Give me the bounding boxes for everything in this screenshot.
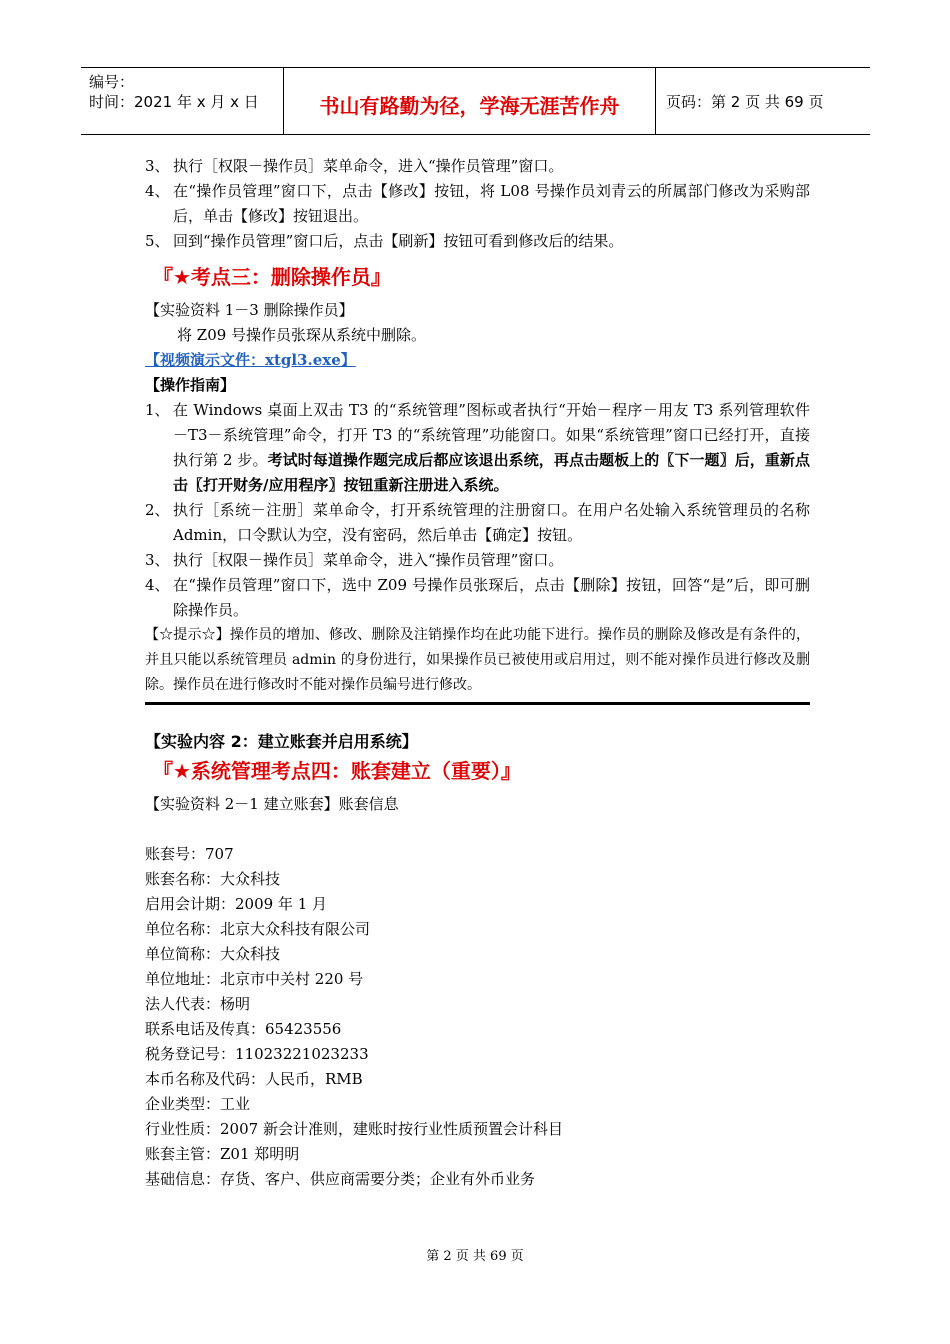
step-number: 4、 — [145, 576, 170, 594]
list-item — [145, 179, 810, 229]
account-field: 行业性质：2007 新会计准则，建账时按行业性质预置会计科目 — [145, 1120, 563, 1138]
step-number: 1、 — [145, 401, 170, 419]
step-text: 在“操作员管理”窗口下，点击【修改】按钮，将 L08 号操作员刘青云的所属部门修改为采购部后，单击【修改】按钮退出。 — [173, 182, 810, 225]
account-field: 单位简称：大众科技 — [145, 945, 281, 963]
step-text: 执行［系统－注册］菜单命令，打开系统管理的注册窗口。在用户名处输入系统管理员的名称 Admin，口令默认为空，没有密码，然后单击【确定】按钮。 — [173, 501, 810, 544]
header-page-number: 页码：第 2 页 共 69 页 — [666, 92, 824, 111]
list-item — [145, 398, 810, 498]
page-body — [145, 154, 810, 1192]
account-field: 企业类型：工业 — [145, 1095, 251, 1113]
step-number: 2、 — [145, 501, 170, 519]
step-number: 4、 — [145, 182, 170, 200]
step-text: 回到“操作员管理”窗口后，点击【刷新】按钮可看到修改后的结果。 — [173, 232, 624, 250]
step-number: 5、 — [145, 232, 170, 250]
account-field: 账套主管：Z01 郑明明 — [145, 1145, 300, 1163]
step-text-bold: 考试时每道操作题完成后都应该退出系统，再点击题板上的〖下一题〗后，重新点击〖打开财务/应用程序〗按钮重新注册进入系统。 — [173, 451, 810, 494]
list-item — [145, 154, 810, 179]
step-number: 3、 — [145, 157, 170, 175]
list-item — [145, 498, 810, 548]
video-demo-link[interactable]: 【视频演示文件：xtgl3.exe】 — [145, 351, 356, 369]
account-field: 法人代表：杨明 — [145, 995, 251, 1013]
section-divider — [145, 702, 810, 705]
account-field: 单位名称：北京大众科技有限公司 — [145, 920, 371, 938]
document-number-label: 编号： — [89, 73, 135, 91]
section2-material: 【实验资料 2－1 建立账套】账套信息 — [145, 795, 399, 813]
step-text: 执行［权限－操作员］菜单命令，进入“操作员管理”窗口。 — [173, 551, 564, 569]
point4-heading: 『★系统管理考点四：账套建立（重要）』 — [153, 759, 521, 783]
account-field: 基础信息：存货、客户、供应商需要分类；企业有外币业务 — [145, 1170, 536, 1188]
account-field: 本币名称及代码：人民币，RMB — [145, 1070, 363, 1088]
step-text: 在“操作员管理”窗口下，选中 Z09 号操作员张琛后，点击【删除】按钮，回答“是”后，即可删除操作员。 — [173, 576, 810, 619]
account-field: 启用会计期：2009 年 1 月 — [145, 895, 328, 913]
point3-material-desc: 将 Z09 号操作员张琛从系统中删除。 — [177, 326, 427, 344]
document-date: 时间：2021 年 x 月 x 日 — [89, 93, 259, 111]
header-motto: 书山有路勤为径，学海无涯苦作舟 — [284, 68, 656, 134]
header-meta — [81, 68, 284, 134]
point3-material: 【实验资料 1－3 删除操作员】 — [145, 301, 354, 319]
account-field: 单位地址：北京市中关村 220 号 — [145, 970, 364, 988]
list-item — [145, 229, 810, 254]
step-text — [173, 398, 810, 498]
guide-label: 【操作指南】 — [145, 376, 236, 394]
account-field: 税务登记号：11023221023233 — [145, 1045, 369, 1063]
page-footer: 第 2 页 共 69 页 — [426, 1249, 524, 1264]
point3-heading: 『★考点三：删除操作员』 — [153, 265, 391, 289]
tip-paragraph: 【☆提示☆】操作员的增加、修改、删除及注销操作均在此功能下进行。操作员的删除及修改是有条件的，并且只能以系统管理员 admin 的身份进行，如果操作员已被使用或启用过，则不能对操作员进行修改及删除。操作员在进行修改时不能对操作员编号进行修改。 — [145, 627, 810, 693]
step-text: 执行［权限－操作员］菜单命令，进入“操作员管理”窗口。 — [173, 157, 564, 175]
account-field: 账套名称：大众科技 — [145, 870, 281, 888]
step-text-normal: 在 Windows 桌面上双击 T3 的“系统管理”图标或者执行“开始－程序－用友 T3 系列管理软件－T3－系统管理”命令，打开 T3 的“系统管理”功能窗口。如果“系统管理”窗口已经打开，直接执行第 2 步。 — [173, 401, 810, 469]
account-field: 账套号：707 — [145, 845, 234, 863]
list-item — [145, 573, 810, 623]
page-header — [81, 67, 870, 135]
account-field: 联系电话及传真：65423556 — [145, 1020, 342, 1038]
list-item — [145, 548, 810, 573]
step-number: 3、 — [145, 551, 170, 569]
section2-title: 【实验内容 2：建立账套并启用系统】 — [145, 732, 418, 751]
